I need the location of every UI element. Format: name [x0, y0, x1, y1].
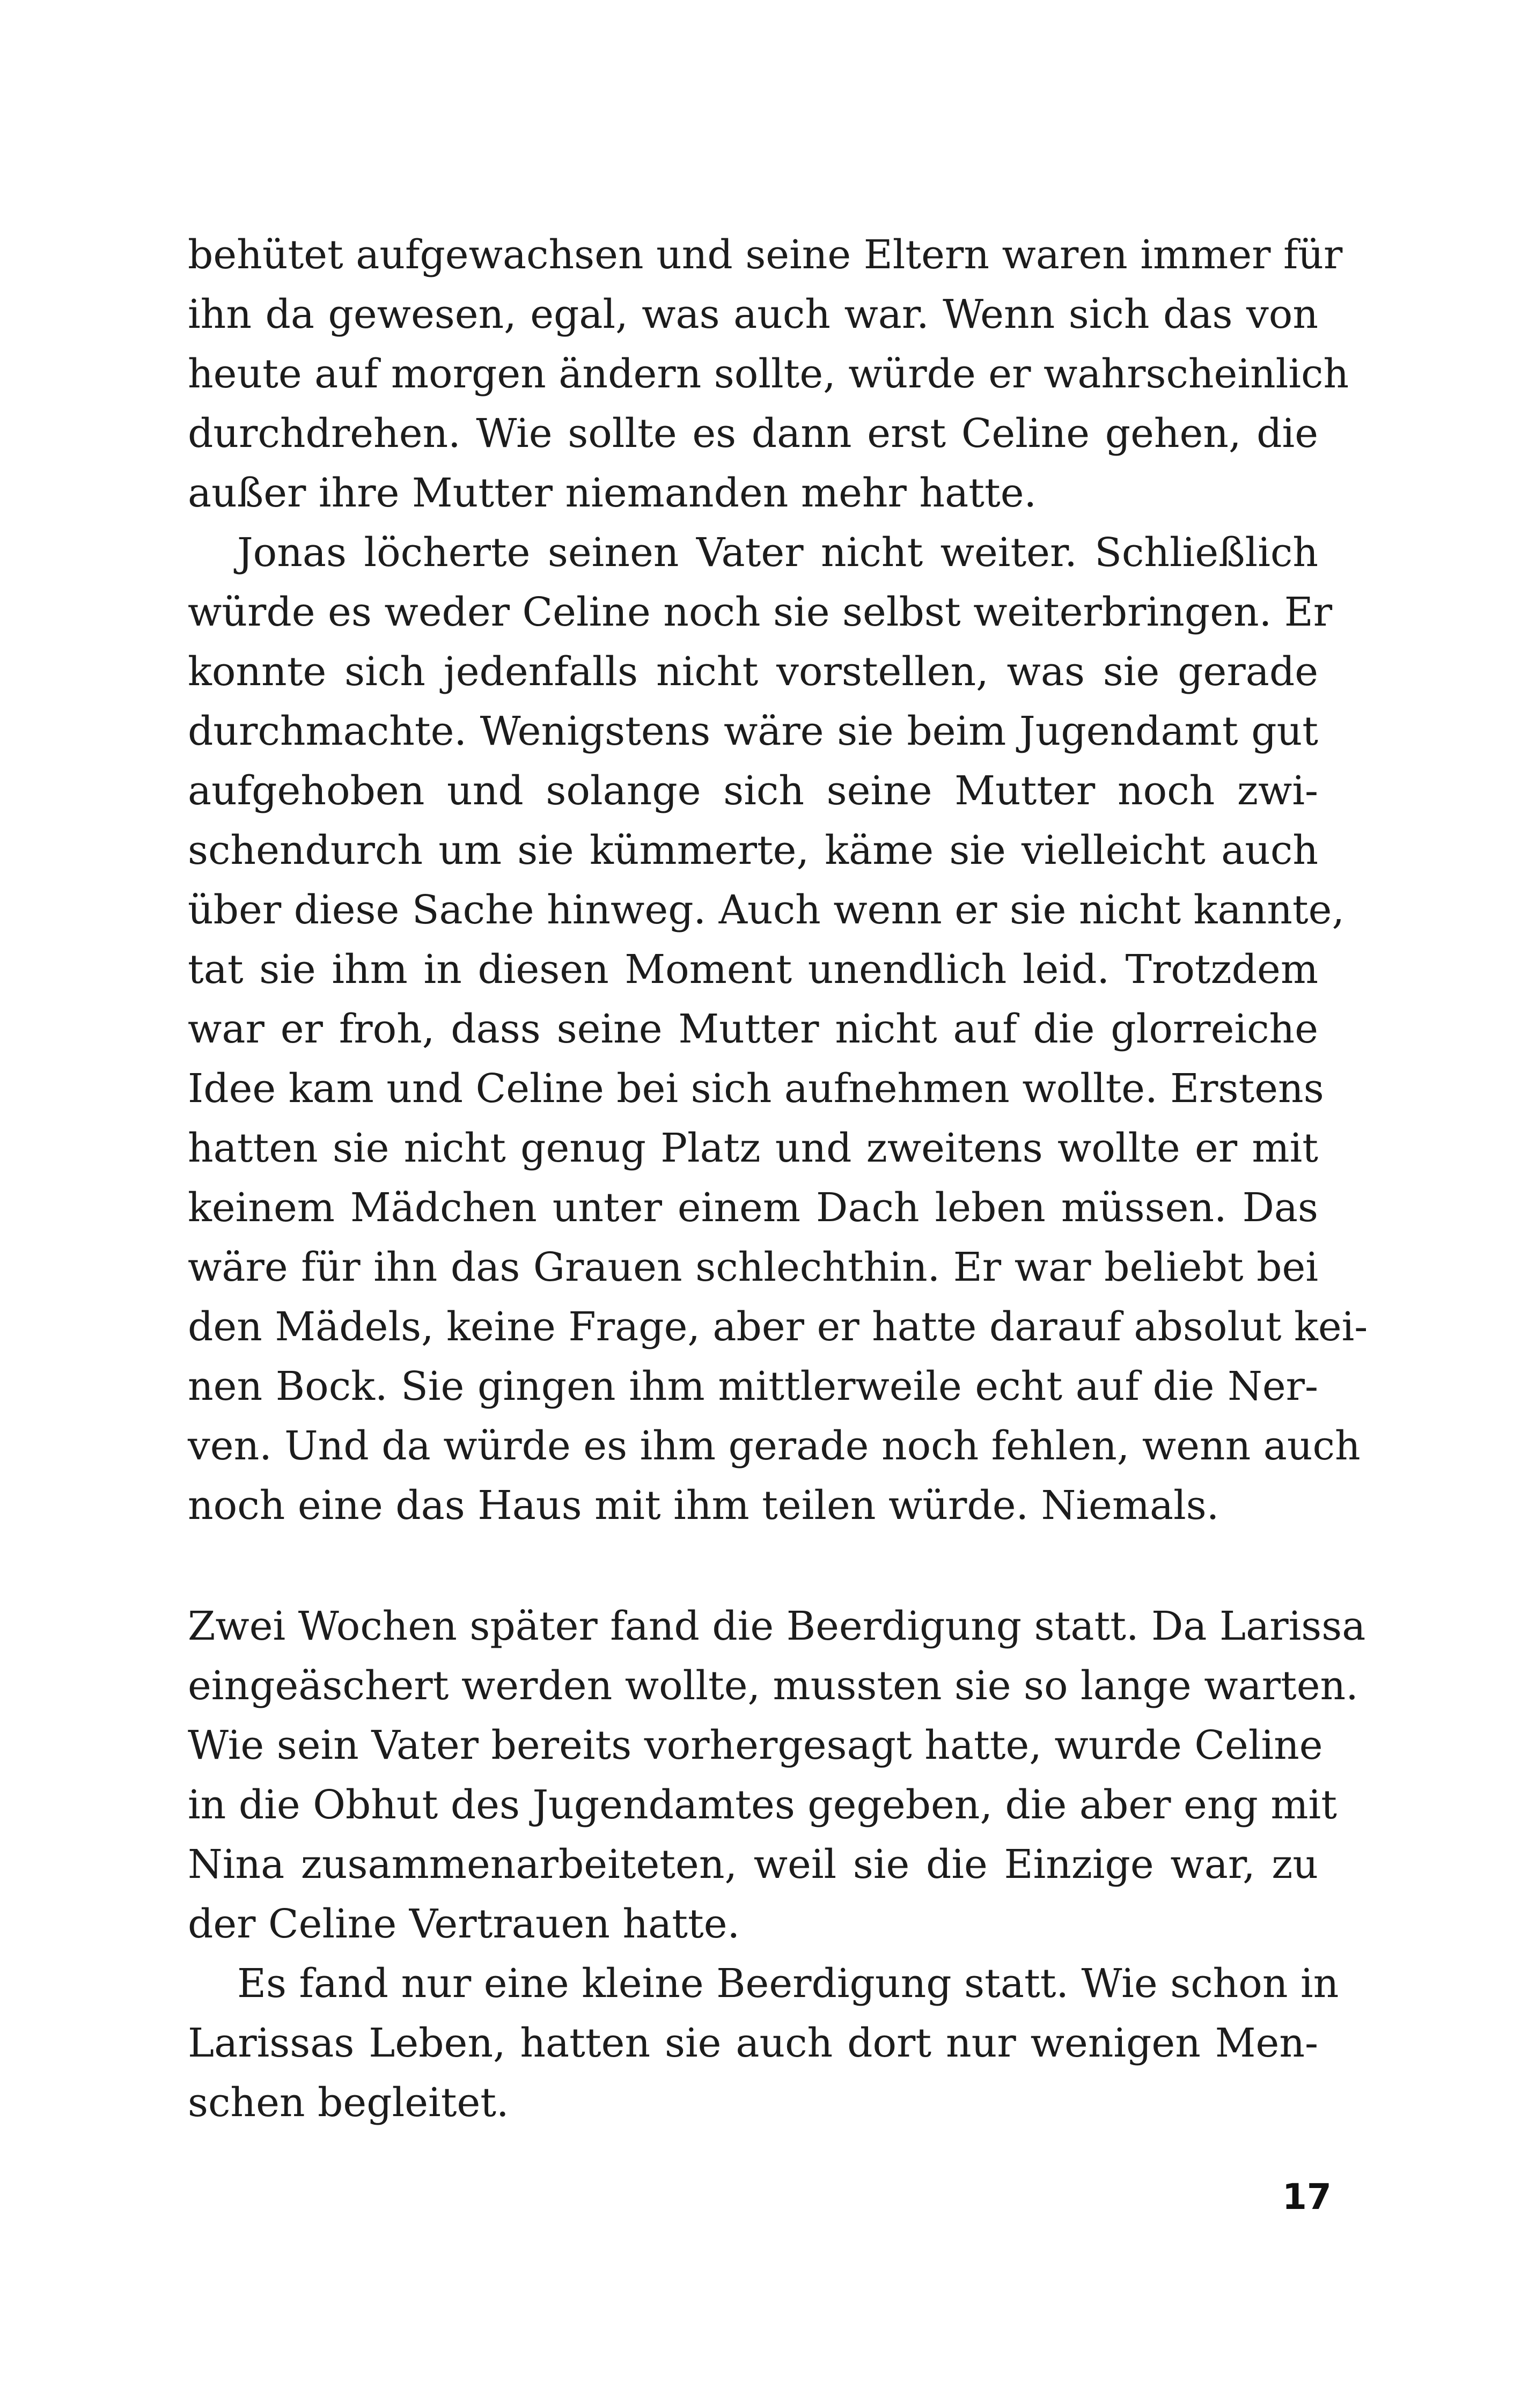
text-line: tat sie ihm in diesen Moment unendlich leid. Trotzdem — [188, 946, 1318, 993]
paragraph — [188, 1597, 1366, 1954]
text-line: ven. Und da würde es ihm gerade noch fehlen, wenn auch — [188, 1423, 1361, 1469]
text-line: in die Obhut des Jugendamtes gegeben, die aber eng mit — [188, 1782, 1337, 1828]
text-line: Nina zusammenarbeiteten, weil sie die Einzige war, zu — [188, 1841, 1318, 1888]
text-line: Jonas löcherte seinen Vater nicht weiter. Schließlich — [237, 530, 1318, 576]
text-line: Wie sein Vater bereits vorhergesagt hatte, wurde Celine — [188, 1722, 1323, 1768]
text-line: heute auf morgen ändern sollte, würde er wahrscheinlich — [188, 351, 1349, 397]
text-line: noch eine das Haus mit ihm teilen würde. Niemals. — [188, 1482, 1219, 1529]
text-block-2 — [188, 1597, 1366, 2133]
text-line: Idee kam und Celine bei sich aufnehmen wollte. Erstens — [188, 1066, 1324, 1112]
paragraph — [188, 1954, 1339, 2133]
text-line: keinem Mädchen unter einem Dach leben müssen. Das — [188, 1185, 1318, 1231]
text-line: außer ihre Mutter niemanden mehr hatte. — [188, 470, 1037, 516]
text-line: ihn da gewesen, egal, was auch war. Wenn sich das von — [188, 291, 1318, 337]
text-line: Es fand nur eine kleine Beerdigung statt. Wie schon in — [237, 1961, 1339, 2007]
paragraph — [188, 225, 1349, 523]
text-line: nen Bock. Sie gingen ihm mittlerweile echt auf die Ner- — [188, 1363, 1318, 1409]
text-line: behütet aufgewachsen und seine Eltern waren immer für — [188, 232, 1343, 278]
text-line: aufgehoben und solange sich seine Mutter noch zwi- — [188, 768, 1318, 814]
paragraph — [188, 523, 1368, 1536]
text-line: der Celine Vertrauen hatte. — [188, 1901, 740, 1947]
text-line: hatten sie nicht genug Platz und zweitens wollte er mit — [188, 1125, 1318, 1171]
text-line: Zwei Wochen später fand die Beerdigung statt. Da Larissa — [188, 1603, 1366, 1649]
text-block-1 — [188, 225, 1368, 1536]
text-line: schen begleitet. — [188, 2080, 509, 2126]
text-line: schendurch um sie kümmerte, käme sie vielleicht auch — [188, 827, 1318, 873]
text-line: durchmachte. Wenigstens wäre sie beim Jugendamt gut — [188, 708, 1318, 754]
text-line: Larissas Leben, hatten sie auch dort nur wenigen Men- — [188, 2020, 1318, 2066]
text-line: konnte sich jedenfalls nicht vorstellen, was sie gerade — [188, 649, 1318, 695]
text-line: durchdrehen. Wie sollte es dann erst Celine gehen, die — [188, 410, 1318, 457]
text-line: den Mädels, keine Frage, aber er hatte darauf absolut kei- — [188, 1304, 1368, 1350]
text-line: eingeäschert werden wollte, mussten sie so lange warten. — [188, 1663, 1358, 1709]
text-line: über diese Sache hinweg. Auch wenn er sie nicht kannte, — [188, 887, 1344, 933]
text-line: würde es weder Celine noch sie selbst weiterbringen. Er — [188, 589, 1333, 635]
page-number: 17 — [1282, 2176, 1332, 2218]
text-line: war er froh, dass seine Mutter nicht auf die glorreiche — [188, 1006, 1318, 1052]
text-line: wäre für ihn das Grauen schlechthin. Er war beliebt bei — [188, 1244, 1318, 1290]
